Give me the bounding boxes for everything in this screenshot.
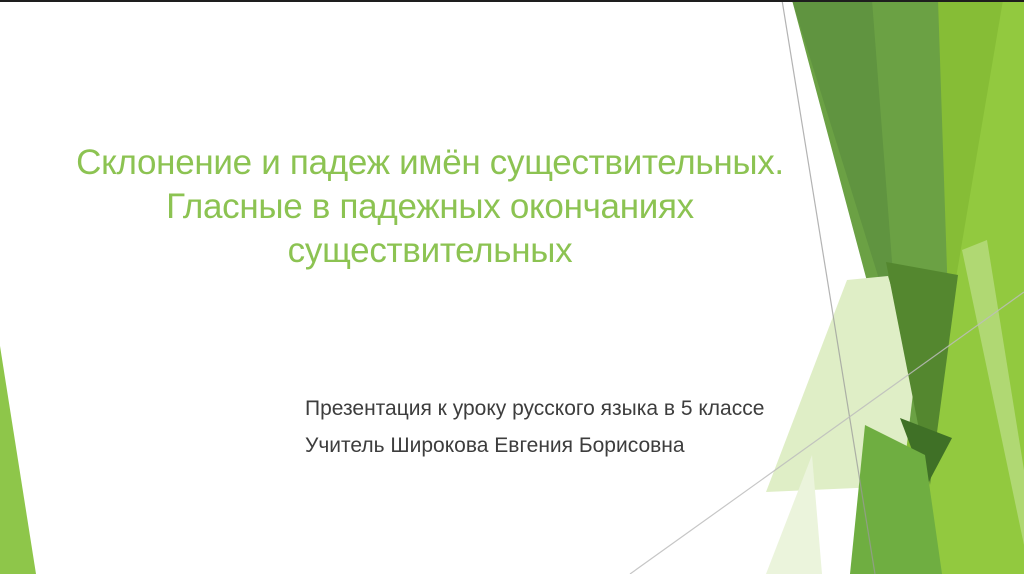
slide-top-border <box>0 0 1024 2</box>
subtitle-author-line: Учитель Широкова Евгения Борисовна <box>305 434 685 457</box>
slide-title-line-2: Гласные в падежных окончаниях <box>166 187 694 226</box>
slide-title-line-1: Склонение и падеж имён существительных. <box>76 143 784 182</box>
slide-title <box>50 141 810 273</box>
slide-title-line-3: существительных <box>287 231 573 270</box>
corner-wedge <box>0 346 36 574</box>
slide-subtitle <box>305 390 865 464</box>
subtitle-course-line: Презентация к уроку русского языка в 5 классе <box>305 397 765 420</box>
